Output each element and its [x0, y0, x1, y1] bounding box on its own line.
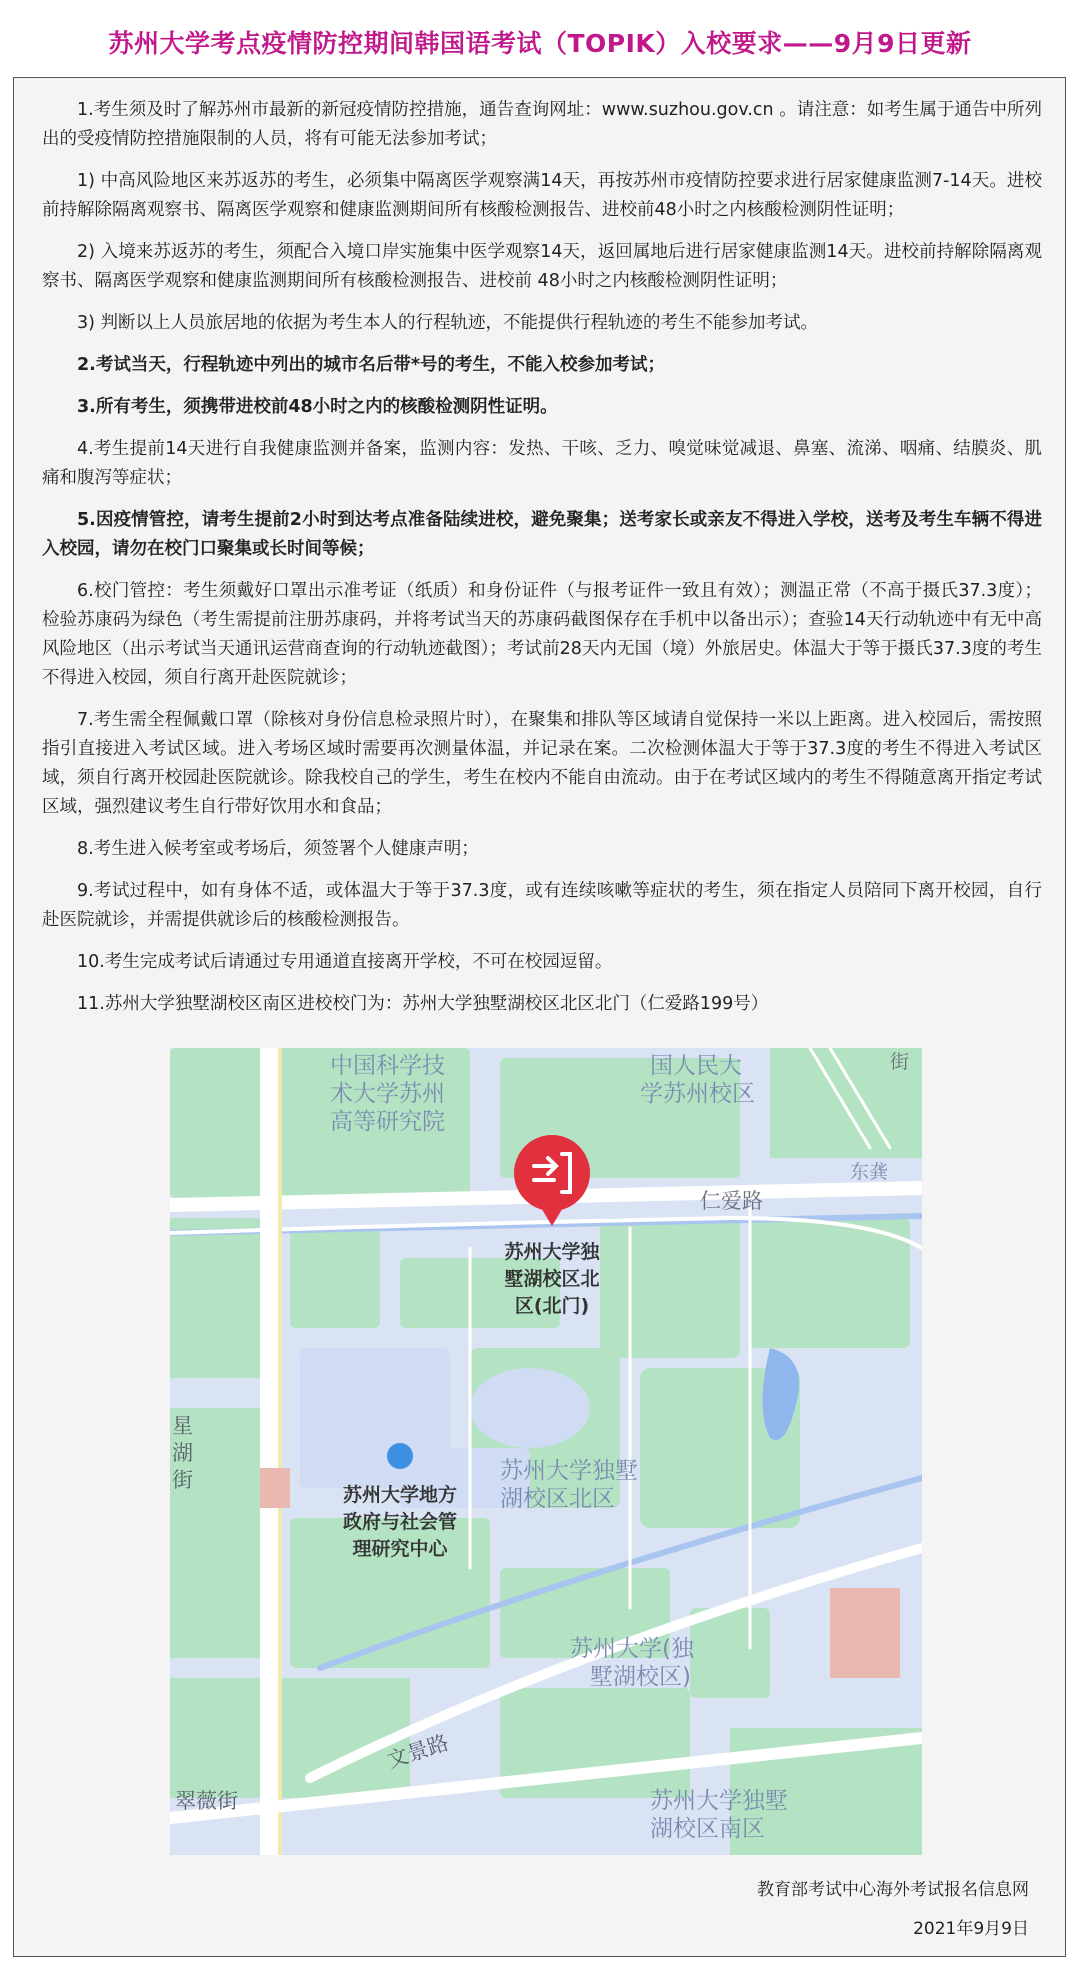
map-label-street-top-right: 街: [890, 1051, 910, 1073]
paragraph-4: 4.考生提前14天进行自我健康监测并备案，监测内容：发热、干咳、乏力、嗅觉味觉减退、鼻塞、流涕、咽痛、结膜炎、肌痛和腹泻等症状；: [42, 439, 1042, 488]
paragraph-1-sub-2: 2) 入境来苏返苏的考生，须配合入境口岸实施集中医学观察14天，返回属地后进行居家健康监测14天。进校前持解除隔离观察书、隔离医学观察和健康监测期间所有核酸检测报告、进校前 48小时之内核酸检测阴性证明；: [42, 242, 1042, 291]
map-label-cuiwei-street: 翠薇街: [175, 1789, 238, 1813]
map-label-south-campus-2: 湖校区南区: [650, 1816, 765, 1842]
map-label-north-campus-1: 苏州大学独墅: [500, 1458, 638, 1484]
paragraph-1: 1.考生须及时了解苏州市最新的新冠疫情防控措施，通告查询网址：www.suzhou.gov.cn 。请注意：如考生属于通告中所列出的受疫情防控措施限制的人员，将有可能无法参加考试；: [42, 100, 1042, 149]
content-panel: [13, 77, 1066, 1957]
map-label-institute-3: 高等研究院: [330, 1109, 445, 1135]
paragraph-6: 6.校门管控：考生须戴好口罩出示准考证（纸质）和身份证件（与报考证件一致且有效）；测温正常（不高于摄氏37.3度）；检验苏康码为绿色（考生需提前注册苏康码，并将考试当天的苏康码截图保存在手机中以备出示）；查验14天行动轨迹中有无中高风险地区（出示考试当天通讯运营商查询的行动轨迹截图）；考试前28天内无国（境）外旅居史。体温大于等于摄氏37.3度的考生不得进入校园，须自行离开赴医院就诊；: [42, 581, 1042, 688]
map-label-gate-3: 区(北门): [514, 1295, 590, 1317]
map-label-institute-2: 术大学苏州: [330, 1081, 445, 1107]
map-label-research-3: 理研究中心: [352, 1538, 448, 1560]
paragraph-5: 5.因疫情管控，请考生提前2小时到达考点准备陆续进校，避免聚集；送考家长或亲友不得进入学校，送考及考生车辆不得进入校园，请勿在校门口聚集或长时间等候；: [42, 510, 1042, 559]
campus-map: [170, 1048, 922, 1855]
paragraph-2: 2.考试当天，行程轨迹中列出的城市名后带*号的考生，不能入校参加考试；: [77, 355, 665, 375]
map-svg: [170, 1048, 922, 1855]
map-label-renai-road: 仁爱路: [700, 1189, 763, 1213]
svg-text:街: 街: [172, 1468, 193, 1492]
map-label-campus-top-2: 学苏州校区: [640, 1081, 755, 1107]
map-label-xinghu-1: 星: [172, 1414, 193, 1438]
map-label-north-campus-2: 湖校区北区: [500, 1486, 615, 1512]
paragraph-1-sub-1: 1) 中高风险地区来苏返苏的考生，必须集中隔离医学观察满14天，再按苏州市疫情防控要求进行居家健康监测7-14天。进校前持解除隔离观察书、隔离医学观察和健康监测期间所有核酸检测报告、进校前48小时之内核酸检测阴性证明；: [42, 171, 1042, 220]
paragraph-11: 11.苏州大学独墅湖校区南区进校校门为：苏州大学独墅湖校区北区北门（仁爱路199号）: [77, 994, 769, 1014]
page-title: 苏州大学考点疫情防控期间韩国语考试（TOPIK）入校要求——9月9日更新: [108, 29, 972, 58]
map-label-research-2: 政府与社会管: [342, 1511, 458, 1533]
paragraph-10: 10.考生完成考试后请通过专用通道直接离开学校，不可在校园逗留。: [77, 952, 613, 972]
map-label-gate-1: 苏州大学独: [504, 1241, 600, 1263]
map-label-wenjing-road: 文景路: [384, 1730, 452, 1773]
map-label-dongzhuang: 东龚: [850, 1161, 889, 1183]
map-label-campus-mid-1: 苏州大学(独: [570, 1636, 694, 1662]
svg-text:湖: 湖: [172, 1441, 193, 1465]
requirements-list: [42, 96, 1042, 1032]
map-label-gate-2: 墅湖校区北: [504, 1268, 600, 1290]
paragraph-7: 7.考生需全程佩戴口罩（除核对身份信息检录照片时），在聚集和排队等区域请自觉保持一米以上距离。进入校园后，需按照指引直接进入考试区域。进入考场区域时需要再次测量体温，并记录在案。二次检测体温大于等于37.3度的考生不得进入考试区域，须自行离开校园赴医院就诊。除我校自己的学生，考生在校内不能自由流动。由于在考试区域内的考生不得随意离开指定考试区域，强烈建议考生自行带好饮用水和食品；: [42, 710, 1042, 817]
map-label-campus-mid-2: 墅湖校区): [590, 1664, 691, 1690]
map-label-institute-1: 中国科学技: [330, 1053, 445, 1079]
footer-source: 教育部考试中心海外考试报名信息网: [757, 1880, 1029, 1900]
map-label-south-campus-1: 苏州大学独墅: [650, 1788, 788, 1814]
map-label-campus-top-1: 国人民大: [650, 1053, 742, 1079]
map-label-research-1: 苏州大学地方: [342, 1484, 458, 1506]
paragraph-3: 3.所有考生，须携带进校前48小时之内的核酸检测阴性证明。: [77, 397, 558, 417]
paragraph-8: 8.考生进入候考室或考场后，须签署个人健康声明；: [77, 839, 479, 859]
footer-date: 2021年9月9日: [913, 1919, 1029, 1939]
paragraph-9: 9.考试过程中，如有身体不适，或体温大于等于37.3度，或有连续咳嗽等症状的考生，须在指定人员陪同下离开校园，自行赴医院就诊，并需提供就诊后的核酸检测报告。: [42, 881, 1042, 930]
paragraph-1-sub-3: 3) 判断以上人员旅居地的依据为考生本人的行程轨迹，不能提供行程轨迹的考生不能参加考试。: [77, 313, 819, 333]
